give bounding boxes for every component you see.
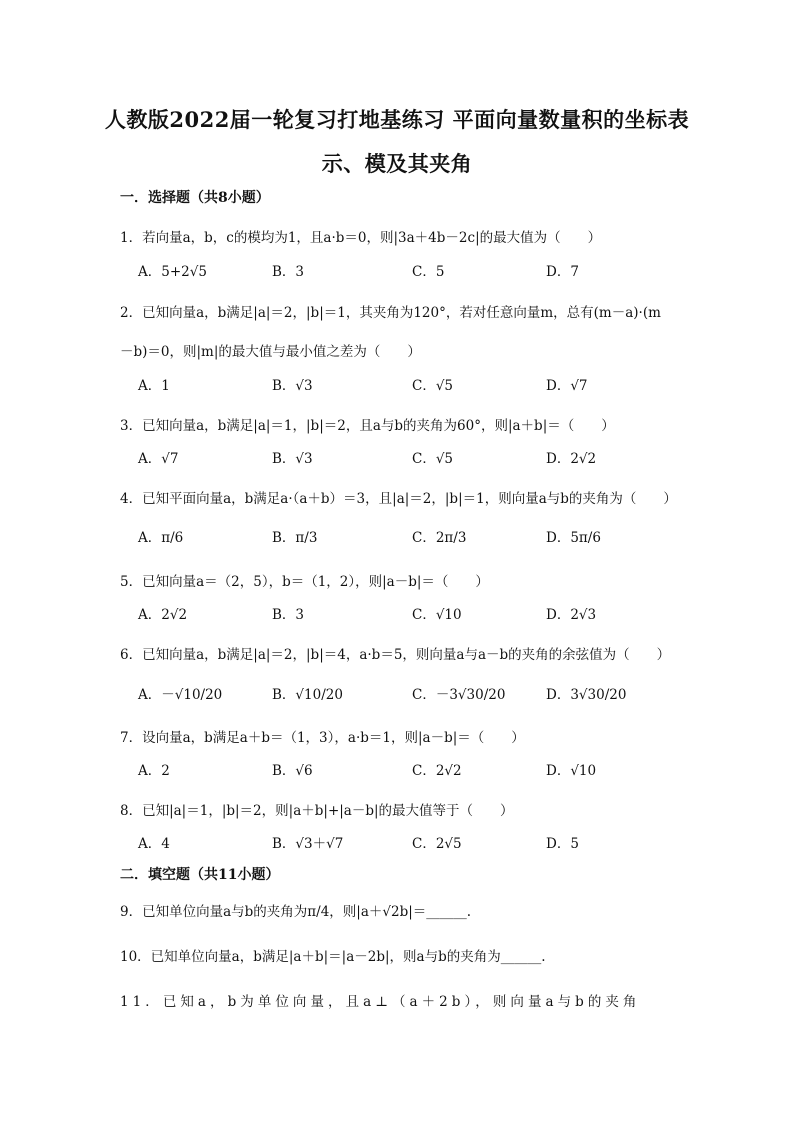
question-6-option-a: A．－√10/20	[138, 687, 223, 703]
question-7-stem: 7．设向量a，b满足a＋b＝（1，3），a·b＝1，则|a－b|＝（ ）	[120, 730, 525, 746]
question-1-option-a: A．5+2√5	[138, 264, 207, 280]
question-10-stem: 10．已知单位向量a，b满足|a＋b|＝|a－2b|，则a与b的夹角为______.	[120, 949, 546, 965]
question-1-stem: 1．若向量a，b，c的模均为1，且a·b＝0，则|3a＋4b－2c|的最大值为（ ）	[120, 230, 602, 246]
question-6-option-c: C．－3√30/20	[412, 687, 506, 703]
section-heading-choice: 一．选择题（共8小题）	[120, 190, 270, 206]
question-7-option-c: C．2√2	[412, 763, 462, 779]
question-11	[120, 990, 640, 1010]
question-1-option-c: C．5	[412, 264, 445, 280]
question-5-option-c: C．√10	[412, 607, 462, 623]
question-7	[120, 726, 525, 746]
question-3-option-a: A．√7	[138, 451, 179, 467]
question-2-continued	[120, 340, 421, 360]
question-10	[120, 945, 546, 965]
question-5-option-a: A．2√2	[138, 607, 188, 623]
question-5-option-d: D．2√3	[546, 607, 597, 623]
question-3-option-c: C．√5	[412, 451, 454, 467]
question-2-option-c: C．√5	[412, 378, 454, 394]
question-5-stem: 5．已知向量a＝（2，5），b＝（1，2），则|a－b|＝（ ）	[120, 574, 489, 590]
question-2	[120, 301, 661, 321]
question-7-option-b: B．√6	[272, 763, 313, 779]
question-4-option-a: A．π/6	[138, 530, 184, 546]
question-4-stem: 4．已知平面向量a，b满足a·（a＋b）＝3，且|a|＝2，|b|＝1，则向量a与b的夹角为（ ）	[120, 491, 677, 507]
document-title-continued	[0, 148, 794, 178]
question-3-option-d: D．2√2	[546, 451, 597, 467]
question-11-stem: 11．已知a，b为单位向量，且a⊥（a＋2b），则向量a与b的夹角	[120, 994, 641, 1010]
question-6	[120, 643, 670, 663]
question-8-stem: 8．已知|a|＝1，|b|＝2，则|a＋b|+|a－b|的最大值等于（ ）	[120, 803, 514, 819]
question-8-option-c: C．2√5	[412, 836, 462, 852]
question-6-option-d: D．3√30/20	[546, 687, 627, 703]
question-4-option-b: B．π/3	[272, 530, 318, 546]
question-1	[120, 226, 601, 246]
question-6-stem: 6．已知向量a，b满足|a|＝2，|b|＝4，a·b＝5，则向量a与a－b的夹角的余弦值为（ ）	[120, 647, 671, 663]
question-8-option-d: D．5	[546, 836, 579, 852]
title-line-2: 示、模及其夹角	[321, 151, 473, 176]
question-4-option-c: C．2π/3	[412, 530, 467, 546]
question-2-option-b: B．√3	[272, 378, 313, 394]
question-3	[120, 414, 615, 434]
question-8-option-a: A．4	[138, 836, 170, 852]
question-2-stem-line-2: －b)＝0，则|m|的最大值与最小值之差为（ ）	[120, 344, 421, 360]
question-8	[120, 799, 514, 819]
question-7-option-a: A．2	[138, 763, 170, 779]
section-heading-fill: 二．填空题（共11小题）	[120, 867, 280, 883]
question-3-option-b: B．√3	[272, 451, 313, 467]
question-9	[120, 900, 471, 920]
question-4	[120, 487, 677, 507]
question-1-option-d: D．7	[546, 264, 579, 280]
question-2-stem-line-1: 2．已知向量a，b满足|a|＝2，|b|＝1，其夹角为120°，若对任意向量m，总有(m－a)·(m	[120, 305, 661, 321]
question-3-stem: 3．已知向量a，b满足|a|＝1，|b|＝2，且a与b的夹角为60°，则|a＋b|＝（ ）	[120, 418, 615, 434]
title-line-1: 人教版2022届一轮复习打地基练习 平面向量数量积的坐标表	[104, 107, 690, 132]
question-5	[120, 570, 489, 590]
question-1-option-b: B．3	[272, 264, 305, 280]
question-6-option-b: B．√10/20	[272, 687, 343, 703]
question-2-option-a: A．1	[138, 378, 170, 394]
document-title	[0, 104, 794, 134]
question-5-option-b: B．3	[272, 607, 305, 623]
question-8-option-b: B．√3＋√7	[272, 836, 344, 852]
question-4-option-d: D．5π/6	[546, 530, 601, 546]
question-9-stem: 9．已知单位向量a与b的夹角为π/4，则|a＋√2b|＝______.	[120, 904, 472, 920]
question-2-option-d: D．√7	[546, 378, 588, 394]
question-7-option-d: D．√10	[546, 763, 597, 779]
